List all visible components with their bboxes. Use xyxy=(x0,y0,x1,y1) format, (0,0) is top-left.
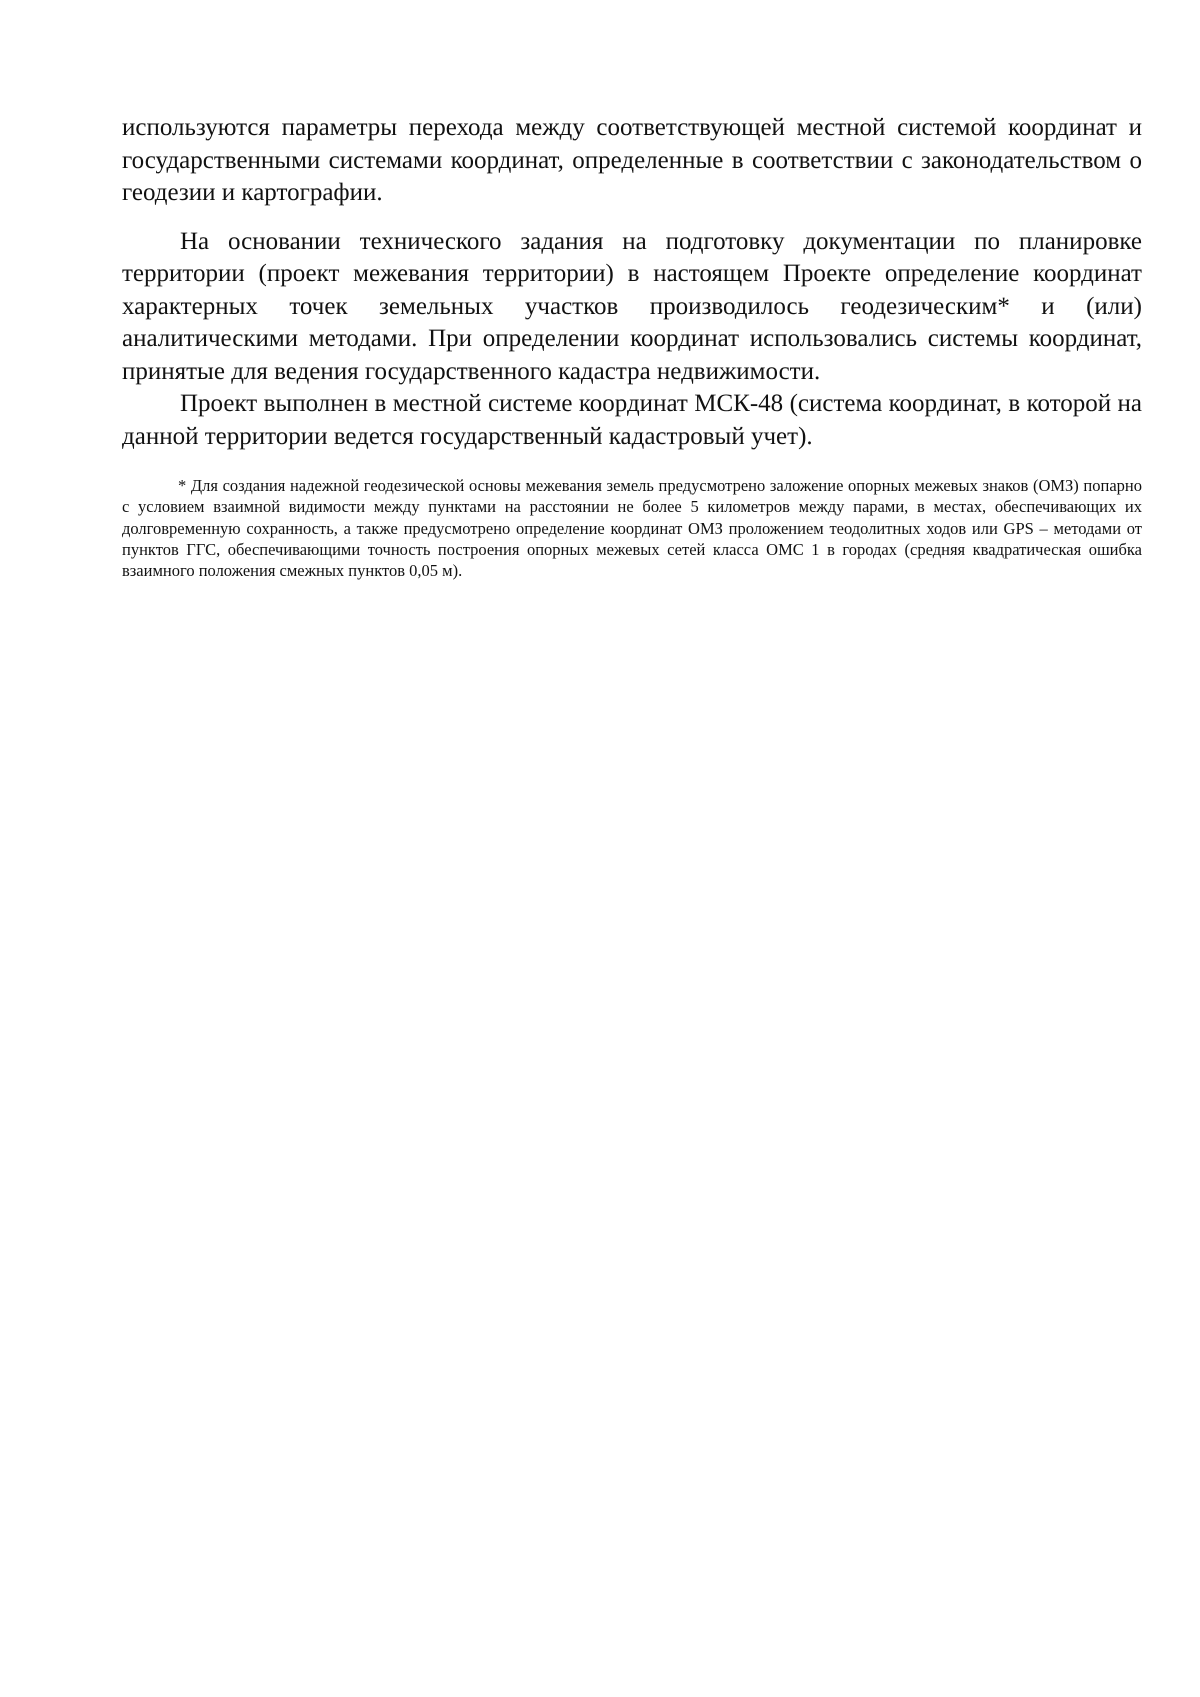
paragraph-coordinate-system: Проект выполнен в местной системе координат МСК-48 (система координат, в которой на данной территории ведется государственный кадастровый учет). xyxy=(122,390,1142,450)
paragraph-continuation: используются параметры перехода между соответствующей местной системой координат и государственными системами координат, определенные в соответствии с законодательством о геодезии и картографии. xyxy=(122,114,1142,206)
footnote: * Для создания надежной геодезической основы межевания земель предусмотрено заложение опорных межевых знаков (ОМЗ) попарно с условием взаимной видимости между пунктами на расстоянии не более 5 километров между парами, в местах, обеспечивающих их долговременную сохранность, а также предусмотрено определение координат ОМЗ проложением теодолитных ходов или GPS – методами от пунктов ГГС, обеспечивающими точность построения опорных межевых сетей класса ОМС 1 в городах (средняя квадратическая ошибка взаимного положения смежных пунктов 0,05 м). xyxy=(122,476,1142,581)
document-page xyxy=(122,112,1142,598)
paragraph-methods: На основании технического задания на подготовку документации по планировке территории (проект межевания территории) в настоящем Проекте определение координат характерных точек земельных участков производилось геодезическим* и (или) аналитическими методами. При определении координат использовались системы координат, принятые для ведения государственного кадастра недвижимости. xyxy=(122,227,1142,385)
